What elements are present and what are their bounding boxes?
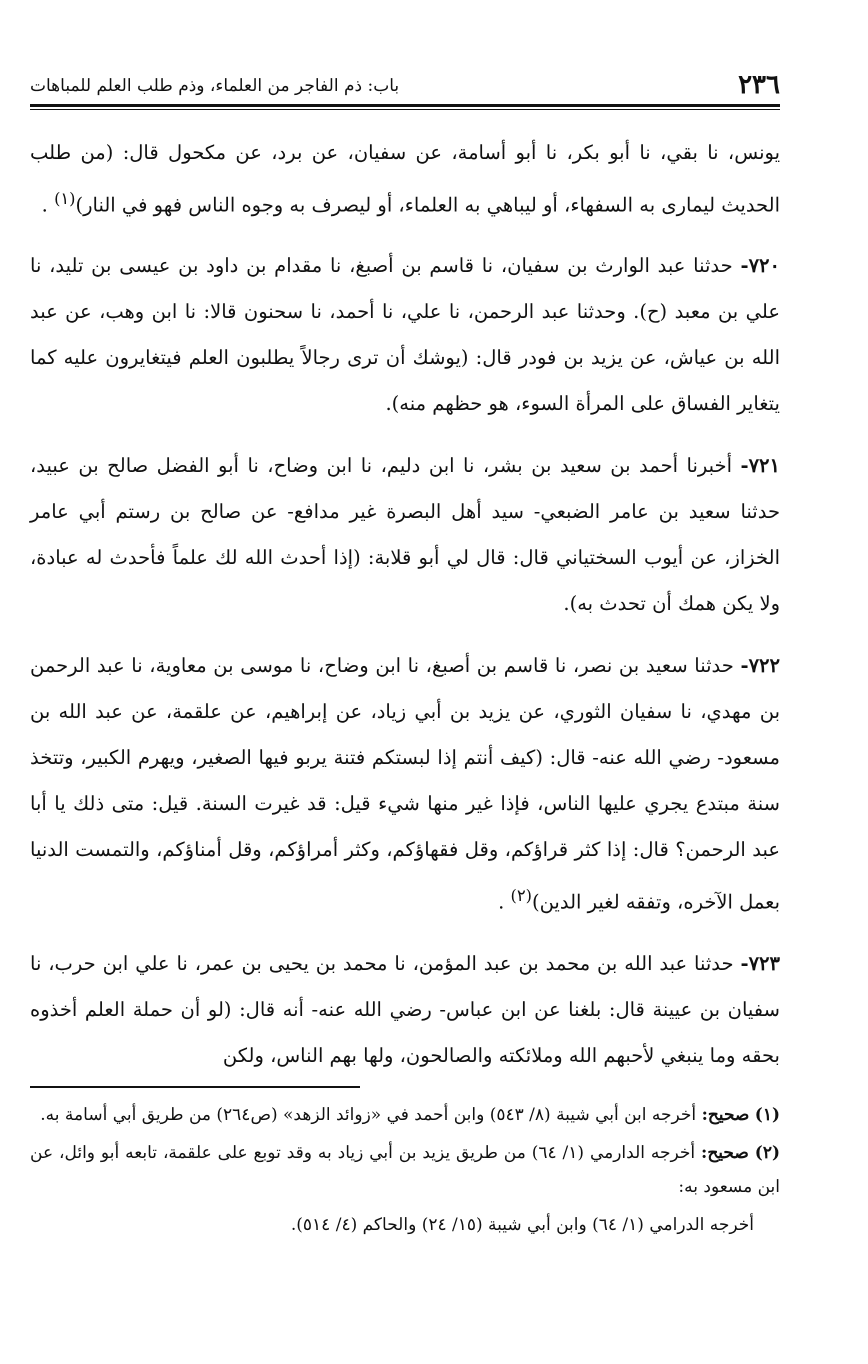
paragraph-text: يونس، نا بقي، نا أبو بكر، نا أبو أسامة، عن سفيان، عن برد، عن مكحول قال: (من طلب الحديث ليمارى به السفهاء، أو ليباهي به العلماء، أو ليصرف به وجوه الناس فهو في النار) <box>30 141 780 217</box>
hadith-number: ٧٢٣- <box>740 952 780 975</box>
footnote-text: أخرجه الدارمي (١/ ٦٤) من طريق يزيد بن أبي زياد به وقد توبع على علقمة، تابعه أبو وائل، عن ابن مسعود به: <box>30 1143 780 1197</box>
hadith-number: ٧٢١- <box>740 453 780 477</box>
page-header <box>30 70 780 102</box>
footnote-mark: (١) <box>754 1105 780 1125</box>
paragraph-text: حدثنا سعيد بن نصر، نا قاسم بن أصبغ، نا ابن وضاح، نا موسى بن معاوية، نا عبد الرحمن بن مهدي، نا سفيان الثوري، عن يزيد بن أبي زياد، عن إبراهيم، عن علقمة، عن عبد الله بن مسعود- رضي الله عنه- قال: (كيف أنتم إذا لبستكم فتنة يربو فيها الصغير، ويهرم الكبير، وتتخذ سنة مبتدع يجري عليها الناس، فإذا غير منها شيء قيل: قد غيرت السنة. قيل: متى ذلك يا أبا عبد الرحمن؟ قال: إذا كثر قراؤكم، وقل فقهاؤكم، وكثر أمراؤكم، وقل أمناؤكم، والتمست الدنيا بعمل الآخره، وتفقه لغير الدين) <box>30 653 780 913</box>
paragraph-text: أخبرنا أحمد بن سعيد بن بشر، نا ابن دليم، نا ابن وضاح، نا أبو الفضل صالح بن عبيد، حدثنا سعيد بن عامر الضبعي- سيد أهل البصرة غير مدافع- عن صالح بن رستم أبي عامر الخزاز، عن أيوب السختياني قال: قال لي أبو قلابة: (إذا أحدث الله لك علماً فأحدث له عبادة، ولا يكن همك أن تحدث به). <box>30 453 780 615</box>
footnote-grade: صحيح: <box>701 1105 750 1125</box>
footnotes <box>30 1098 780 1246</box>
paragraph-text: حدثنا عبد الوارث بن سفيان، نا قاسم بن أصبغ، نا مقدام بن داود بن عيسى بن تليد، نا علي بن معبد (ح). وحدثنا عبد الرحمن، نا علي، نا أحمد، نا سحنون قالا: نا ابن وهب، عن عبد الله بن عياش، عن يزيد بن فودر قال: (يوشك أن ترى رجالاً يطلبون العلم فيتغايرون عليه كما يتغاير الفساق على المرأة السوء، هو حظهم منه). <box>30 253 780 415</box>
footnote-ref[interactable]: (٢) <box>510 885 532 905</box>
main-text <box>30 130 780 1095</box>
paragraph-723 <box>30 941 780 1079</box>
footnote-grade: صحيح: <box>701 1143 749 1163</box>
running-title: باب: ذم الفاجر من العلماء، وذم طلب العلم للمباهات <box>30 76 400 96</box>
paragraph-719-continuation: يونس، نا بقي، نا أبو بكر، نا أبو أسامة، عن سفيان، عن برد، عن مكحول قال: (من طلب الحديث ليمارى به السفهاء، أو ليباهي به العلماء، أو ليصرف به وجوه الناس فهو في النار)$^{(١)}$ . <box>30 141 780 217</box>
paragraph-720 <box>30 243 780 427</box>
paragraph-text: حدثنا عبد الله بن محمد بن عبد المؤمن، نا محمد بن يحيى بن عمر، نا علي ابن حرب، نا سفيان بن عيينة قال: بلغنا عن ابن عباس- رضي الله عنه- أنه قال: (لو أن حملة العلم أخذوه بحقه وما ينبغي لأحبهم الله وملائكته والصالحون، ولها بهم الناس، ولكن <box>30 952 781 1067</box>
footnote-rule <box>30 1086 360 1088</box>
paragraph-721 <box>30 443 780 627</box>
paragraph-722: ٧٢٢- حدثنا سعيد بن نصر، نا قاسم بن أصبغ، نا ابن وضاح، نا موسى بن معاوية، نا عبد الرحمن بن مهدي، نا سفيان الثوري، عن يزيد بن أبي زياد، عن إبراهيم، عن علقمة، عن عبد الله بن مسعود- رضي الله عنه- قال: (كيف أنتم إذا لبستكم فتنة يربو فيها الصغير، ويهرم الكبير، وتتخذ سنة مبتدع يجري عليها الناس، فإذا غير منها شيء قيل: قد غيرت السنة. قيل: متى ذلك يا أبا عبد الرحمن؟ قال: إذا كثر قراؤكم، وقل فقهاؤكم، وكثر أمراؤكم، وقل أمناؤكم، والتمست الدنيا بعمل الآخره، وتفقه لغير الدين)$^{(٢)}$ . <box>30 653 780 913</box>
footnote-2 <box>30 1136 780 1204</box>
footnote-text: أخرجه ابن أبي شيبة (٨/ ٥٤٣) وابن أحمد في «زوائد الزهد» (ص٢٦٤) من طريق أبي أسامة به. <box>40 1105 702 1125</box>
footnote-mark: (٢) <box>754 1143 780 1163</box>
footnote-2-extra: أخرجه الدرامي (١/ ٦٤) وابن أبي شيبة (١٥/ ٢٤) والحاكم (٤/ ٥١٤). <box>290 1215 754 1235</box>
hadith-number: ٧٢٢- <box>740 653 780 677</box>
page-number: ٢٣٦ <box>738 70 780 100</box>
header-rule <box>30 104 780 110</box>
footnote-ref[interactable]: (١) <box>54 189 76 208</box>
hadith-number: ٧٢٠- <box>740 253 780 277</box>
footnote-1 <box>30 1098 780 1132</box>
